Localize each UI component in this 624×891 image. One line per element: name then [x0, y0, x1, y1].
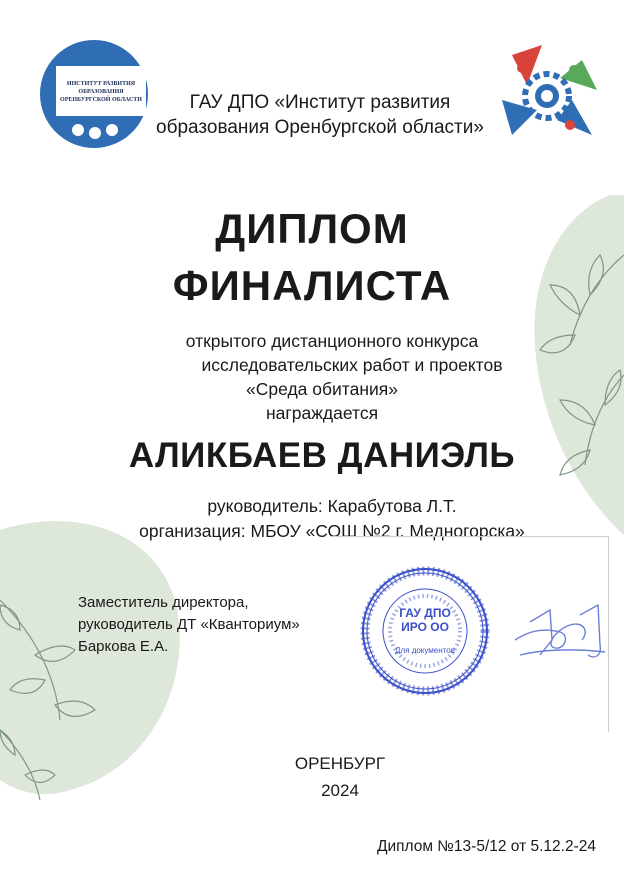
- logo-text-line: ИНСТИТУТ РАЗВИТИЯ: [66, 81, 136, 87]
- organization-line-2: образования Оренбургской области»: [156, 117, 484, 138]
- contest-line-3: «Среда обитания»: [246, 379, 398, 399]
- contest-line-2: исследовательских работ и проектов: [201, 355, 503, 375]
- logo-text-line: ОРЕНБУРГСКОЙ ОБЛАСТИ: [60, 97, 142, 103]
- organization-line: организация: МБОУ «СОШ №2 г. Медногорска»: [139, 521, 525, 541]
- recipient-name: АЛИКБАЕВ ДАНИЭЛЬ: [128, 436, 516, 475]
- institute-logo: [38, 38, 150, 150]
- signatory-position: Заместитель директора,: [78, 594, 249, 611]
- city: ОРЕНБУРГ: [294, 754, 386, 773]
- signature: [510, 600, 610, 670]
- kvantorium-logo: [492, 40, 602, 150]
- organization-line-1: ГАУ ДПО «Институт развития: [189, 92, 451, 113]
- stamp-line-1: ГАУ ДПО: [399, 606, 451, 620]
- stamp-line-2: ИРО ОО: [401, 620, 449, 634]
- diploma-title-line-2: ФИНАЛИСТА: [172, 262, 452, 309]
- logo-text-line: ОБРАЗОВАНИЯ: [78, 89, 124, 95]
- diploma-title-line-1: ДИПЛОМ: [215, 205, 409, 252]
- awarded-label: награждается: [265, 403, 379, 423]
- supervisor-line: руководитель: Карабутова Л.Т.: [207, 496, 457, 516]
- organization-header: [140, 90, 500, 140]
- diploma-number: Диплом №13-5/12 от 5.12.2-24: [376, 838, 596, 855]
- official-stamp: [360, 566, 490, 696]
- year: 2024: [321, 781, 359, 800]
- contest-line-1: открытого дистанционного конкурса: [185, 331, 479, 351]
- stamp-line-3: Для документов: [395, 646, 455, 655]
- signatory-block: [78, 592, 300, 658]
- signatory-department: руководитель ДТ «Кванториум»: [78, 616, 300, 633]
- signatory-name: Баркова Е.А.: [78, 638, 169, 655]
